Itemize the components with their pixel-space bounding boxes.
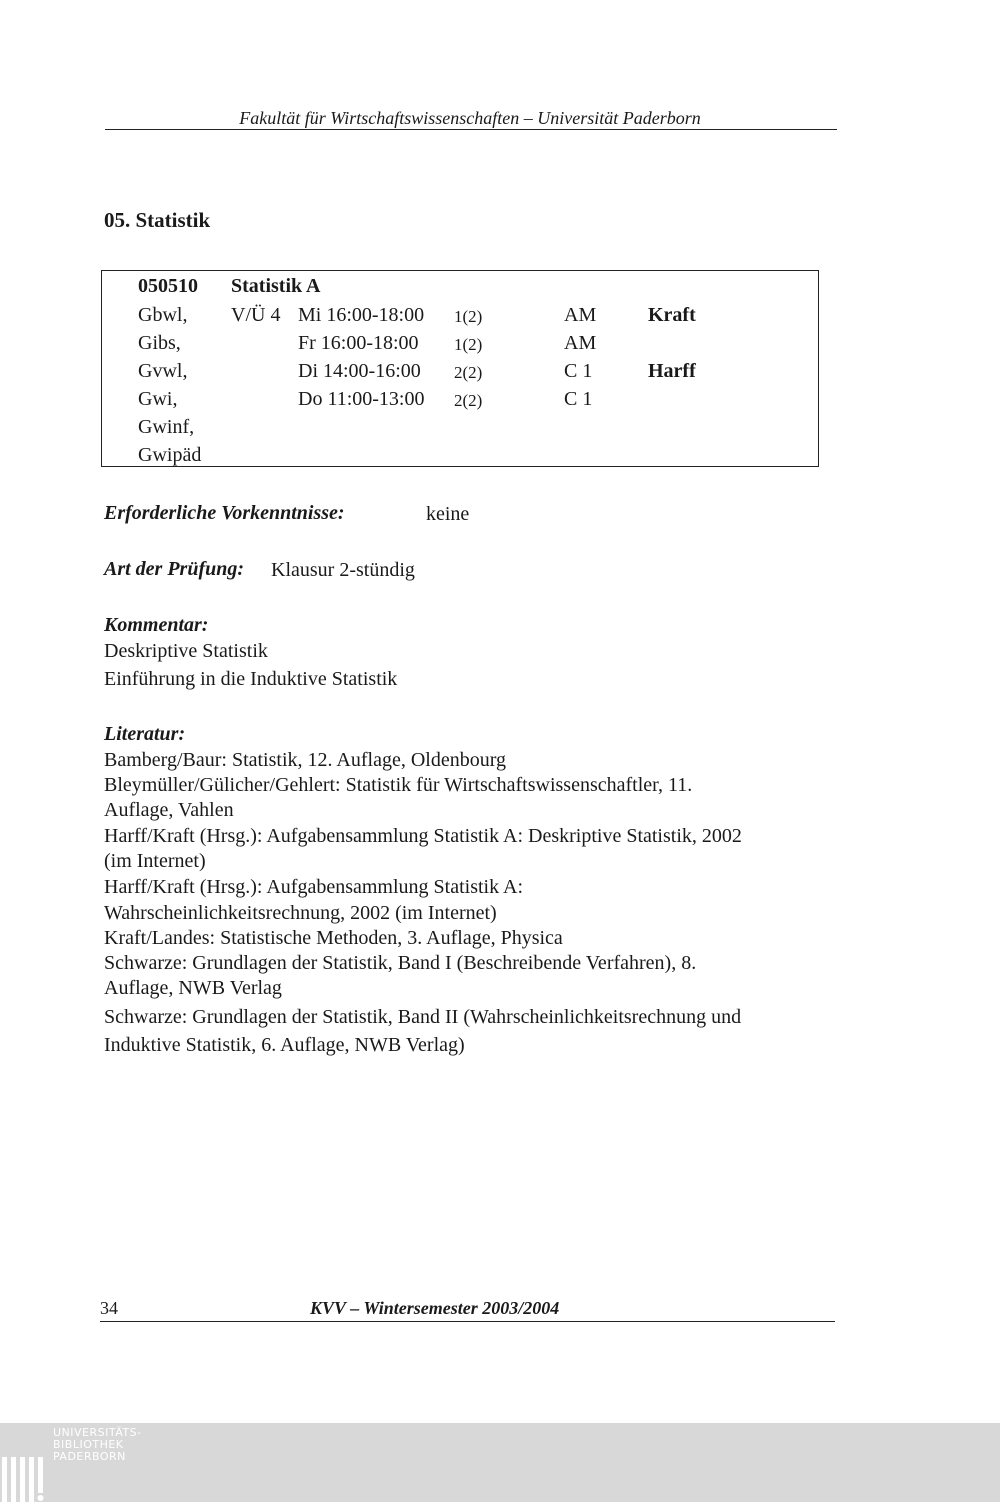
library-stamp-line: UNIVERSITÄTS-	[53, 1426, 142, 1439]
session-group: 2(2)	[454, 363, 483, 382]
literature-line: (im Internet)	[104, 850, 206, 872]
program-item: Gbwl,	[138, 304, 188, 326]
course-title: Statistik A	[231, 275, 321, 297]
prerequisites-value: keine	[426, 503, 470, 525]
literature-line: Auflage, Vahlen	[104, 799, 234, 821]
literature-line: Bamberg/Baur: Statistik, 12. Auflage, Oldenbourg	[104, 749, 506, 771]
literature-line: Harff/Kraft (Hrsg.): Aufgabensammlung Statistik A: Deskriptive Statistik, 2002	[104, 825, 742, 847]
course-type: V/Ü 4	[231, 304, 281, 326]
session-room: AM	[564, 332, 597, 354]
session-group: 1(2)	[454, 307, 483, 326]
exam-value: Klausur 2-stündig	[271, 559, 415, 581]
session-room: AM	[564, 304, 597, 326]
literature-line: Kraft/Landes: Statistische Methoden, 3. Auflage, Physica	[104, 927, 563, 949]
prerequisites-label: Erforderliche Vorkenntnisse:	[104, 502, 345, 524]
page-number: 34	[100, 1298, 118, 1318]
session-group: 2(2)	[454, 391, 483, 410]
course-table	[101, 270, 819, 467]
footer-rule	[100, 1321, 835, 1322]
program-item: Gwi,	[138, 388, 178, 410]
literature-label: Literatur:	[104, 723, 186, 745]
session-time: Mi 16:00-18:00	[298, 304, 425, 326]
library-stamp-bar	[0, 1423, 1000, 1502]
library-stamp-line: BIBLIOTHEK	[53, 1438, 124, 1451]
session-room: C 1	[564, 388, 593, 410]
library-logo-icon	[2, 1457, 46, 1502]
section-title: 05. Statistik	[104, 208, 211, 232]
session-time: Do 11:00-13:00	[298, 388, 425, 410]
program-item: Gvwl,	[138, 360, 188, 382]
literature-line: Wahrscheinlichkeitsrechnung, 2002 (im Internet)	[104, 902, 497, 924]
literature-line: Bleymüller/Gülicher/Gehlert: Statistik für Wirtschaftswissenschaftler, 11.	[104, 774, 693, 796]
session-time: Di 14:00-16:00	[298, 360, 421, 382]
faculty-header: Fakultät für Wirtschaftswissenschaften – Universität Paderborn	[239, 108, 701, 128]
header-rule	[105, 129, 837, 130]
comment-line: Einführung in die Induktive Statistik	[104, 668, 398, 690]
program-item: Gibs,	[138, 332, 181, 354]
session-lecturer: Harff	[648, 360, 696, 382]
literature-line: Induktive Statistik, 6. Auflage, NWB Verlag)	[104, 1034, 465, 1056]
program-item: Gwipäd	[138, 444, 202, 466]
session-lecturer: Kraft	[648, 304, 696, 326]
comment-label: Kommentar:	[104, 614, 209, 636]
literature-line: Schwarze: Grundlagen der Statistik, Band II (Wahrscheinlichkeitsrechnung und	[104, 1006, 742, 1028]
exam-label: Art der Prüfung:	[104, 558, 245, 580]
program-item: Gwinf,	[138, 416, 195, 438]
session-group: 1(2)	[454, 335, 483, 354]
comment-line: Deskriptive Statistik	[104, 640, 268, 662]
session-room: C 1	[564, 360, 593, 382]
library-stamp-text	[53, 1427, 142, 1463]
literature-line: Harff/Kraft (Hrsg.): Aufgabensammlung Statistik A:	[104, 876, 524, 898]
literature-line: Auflage, NWB Verlag	[104, 977, 282, 999]
footer-title: KVV – Wintersemester 2003/2004	[310, 1298, 560, 1318]
literature-line: Schwarze: Grundlagen der Statistik, Band I (Beschreibende Verfahren), 8.	[104, 952, 697, 974]
course-number: 050510	[138, 275, 198, 297]
session-time: Fr 16:00-18:00	[298, 332, 419, 354]
library-stamp-line: PADERBORN	[53, 1450, 126, 1463]
